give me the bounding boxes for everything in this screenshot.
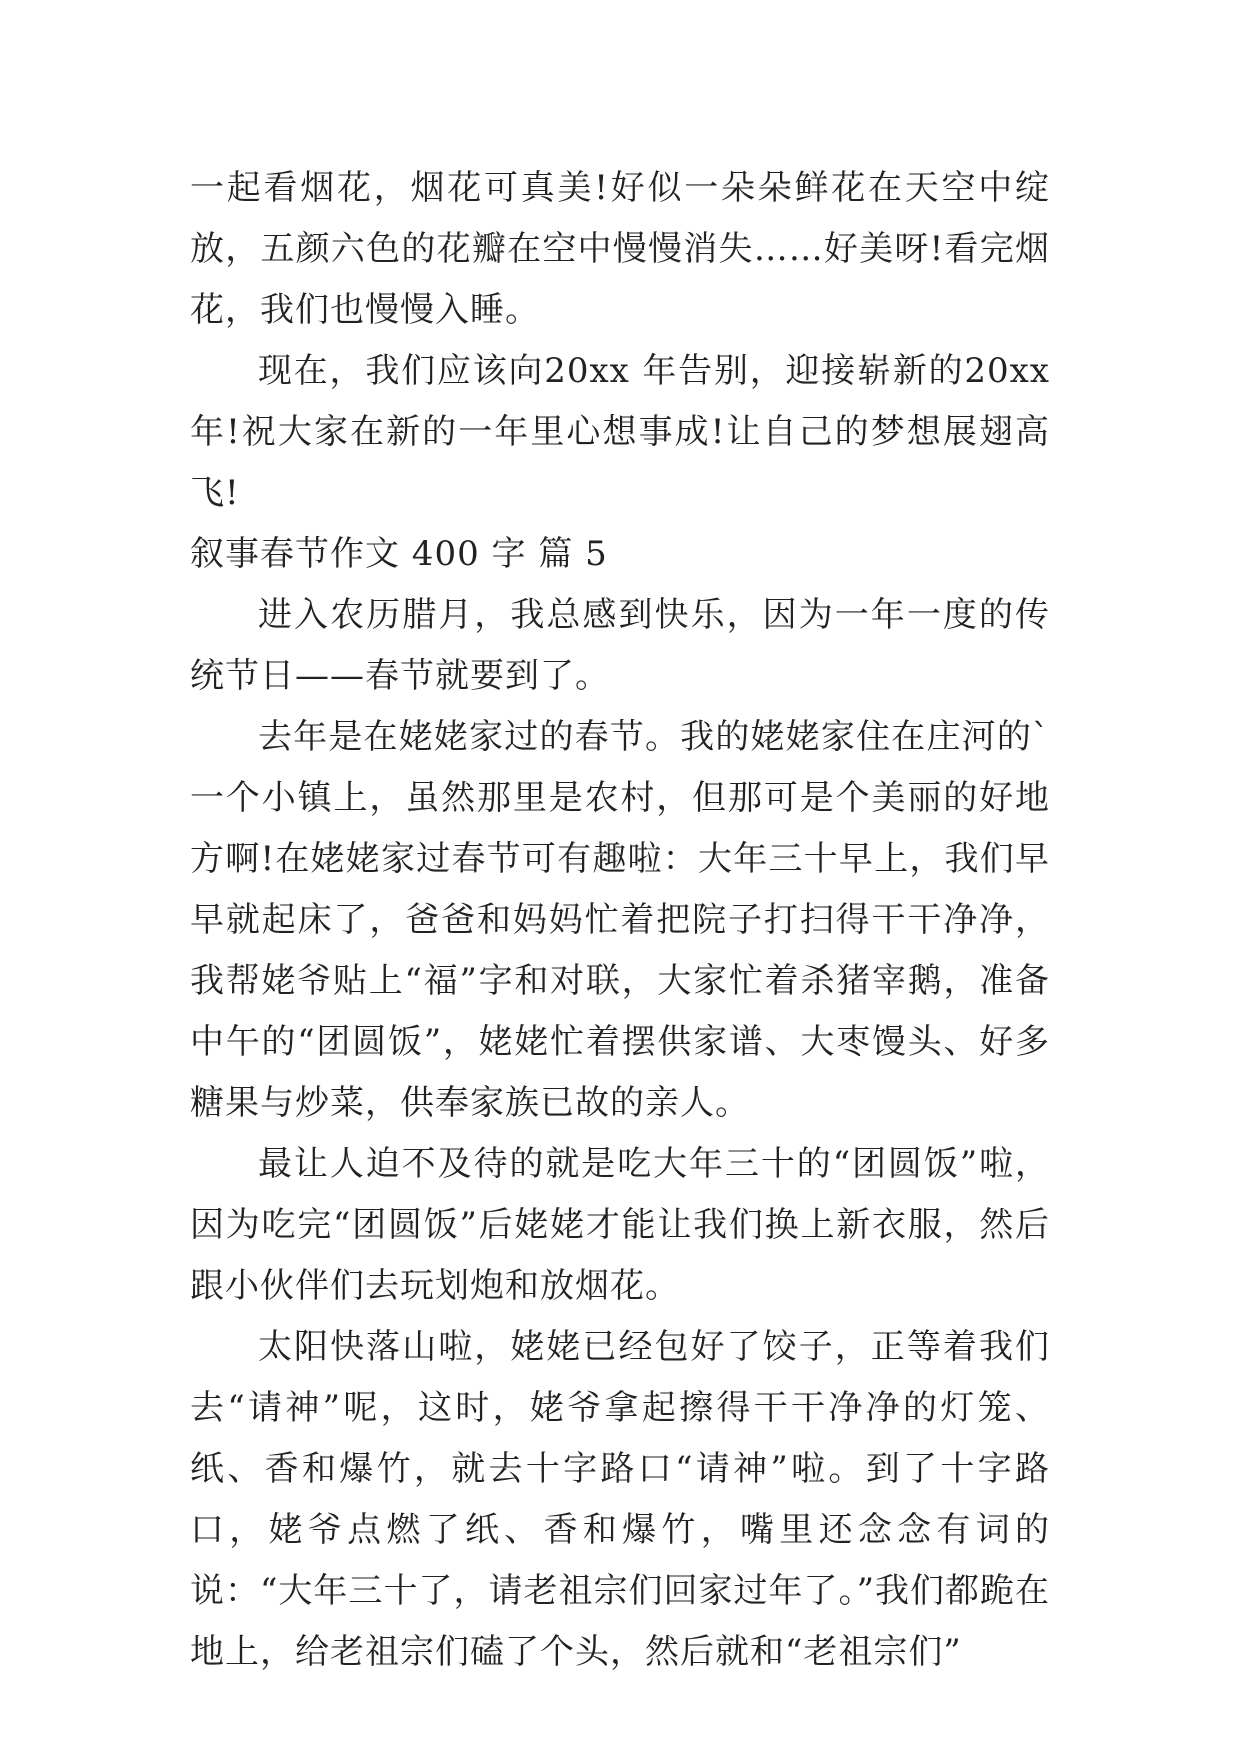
paragraph-intro: 进入农历腊月，我总感到快乐，因为一年一度的传统节日——春节就要到了。 <box>190 595 1050 696</box>
paragraph-farewell: 现在，我们应该向20xx 年告别，迎接崭新的20xx 年!祝大家在新的一年里心想事成!让自己的梦想展翅高飞! <box>190 351 1050 513</box>
paragraph-grandma-house: 去年是在姥姥家过的春节。我的姥姥家住在庄河的`一个小镇上，虽然那里是农村，但那可是个美丽的好地方啊!在姥姥家过春节可有趣啦：大年三十早上，我们早早就起床了，爸爸和妈妈忙着把院子打扫得干干净净，我帮姥爷贴上“福”字和对联，大家忙着杀猪宰鹅，准备中午的“团圆饭”，姥姥忙着摆供家谱、大枣馒头、好多糖果与炒菜，供奉家族已故的亲人。 <box>190 717 1050 1123</box>
document-body <box>190 158 1050 1683</box>
paragraph-reunion-dinner: 最让人迫不及待的就是吃大年三十的“团圆饭”啦，因为吃完“团圆饭”后姥姥才能让我们换上新衣服，然后跟小伙伴们去玩划炮和放烟花。 <box>190 1144 1050 1306</box>
essay-heading: 叙事春节作文 400 字 篇 5 <box>190 534 608 574</box>
paragraph-invite-gods: 太阳快落山啦，姥姥已经包好了饺子，正等着我们去“请神”呢，这时，姥爷拿起擦得干干净净的灯笼、纸、香和爆竹，就去十字路口“请神”啦。到了十字路口，姥爷点燃了纸、香和爆竹，嘴里还念念有词的说：“大年三十了，请老祖宗们回家过年了。”我们都跪在地上，给老祖宗们磕了个头，然后就和“老祖宗们” <box>190 1327 1050 1672</box>
paragraph-fireworks: 一起看烟花，烟花可真美!好似一朵朵鲜花在天空中绽放，五颜六色的花瓣在空中慢慢消失……好美呀!看完烟花，我们也慢慢入睡。 <box>190 168 1050 330</box>
